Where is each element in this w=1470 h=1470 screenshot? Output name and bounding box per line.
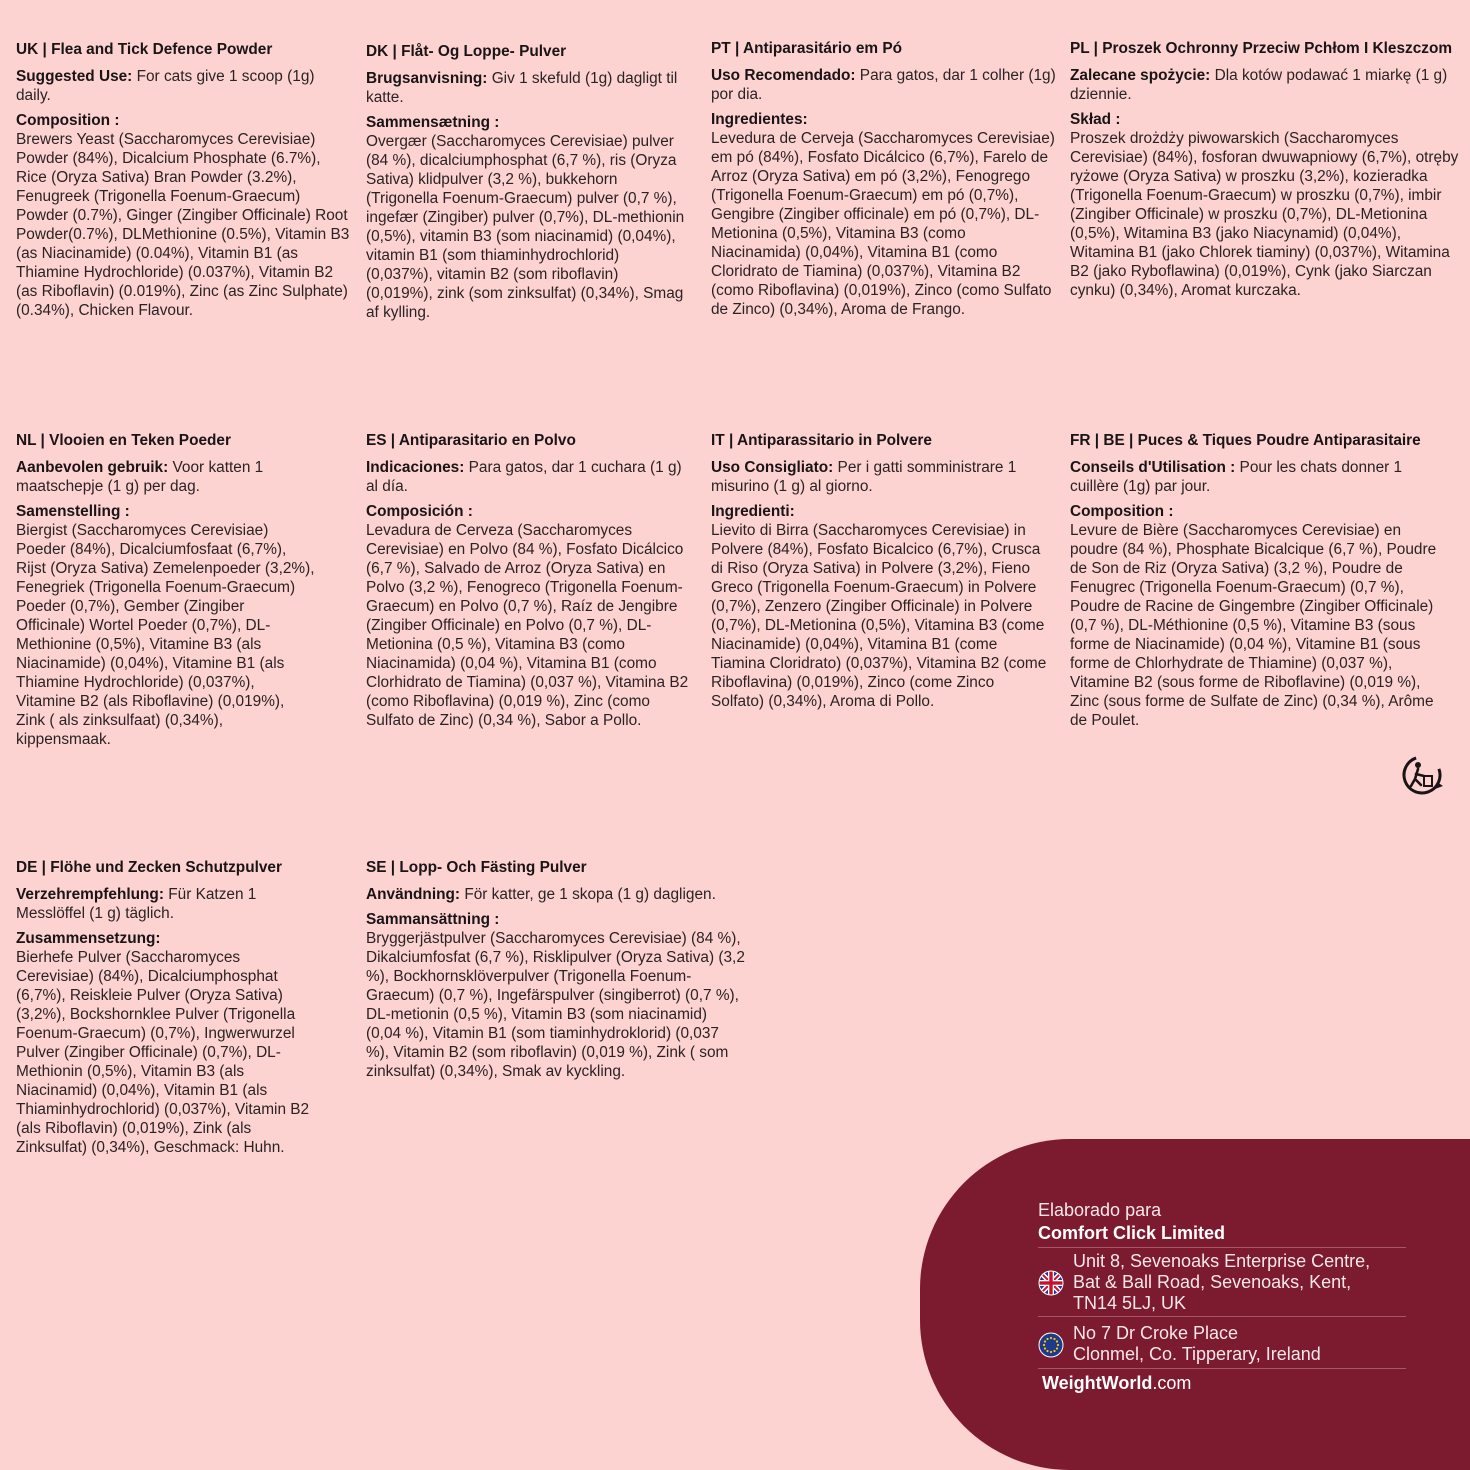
- composition-text: Bryggerjästpulver (Saccharomyces Cerevisiae) (84 %), Dikalciumfosfat (6,7 %), Risklipulver (Oryza Sativa) (3,2 %), Bockhornsklöverpulver (Trigonella Foenum-Graecum) (0,7 %), Ingefärspulver (singiberrot) (0,7 %), DL-metionin (0,5 %), Vitamin B3 (som niacinamid) (0,04 %), Vitamin B1 (som tiaminhydroklorid) (0,037 %), Vitamin B2 (som riboflavin) (0,019 %), Zink ( som zinksulfat) (0,34%), Smak av kyckling.: [366, 930, 745, 1080]
- composition-text: Brewers Yeast (Saccharomyces Cerevisiae) Powder (84%), Dicalcium Phosphate (6.7%), Rice (Oryza Sativa) Bran Powder (3.2%), Fenugreek (Trigonella Foenum-Graecum) Powder (0.7%), Ginger (Zingiber Officinale) Root Powder(0.7%), DLMethionine (0.5%), Vitamin B3 (as Niacinamide) (0.04%), Vitamin B1 (as Thiamine Hydrochloride) (0.037%), Vitamin B2 (as Riboflavin) (0.019%), Zinc (as Zinc Sulphate) (0.34%), Chicken Flavour.: [16, 131, 350, 319]
- section-nl: [16, 431, 316, 749]
- section-heading: DE | Flöhe und Zecken Schutzpulver: [16, 859, 282, 876]
- section-heading: ES | Antiparasitario en Polvo: [366, 432, 576, 449]
- section-uk: [16, 40, 352, 320]
- composition-label: Samenstelling :: [16, 503, 130, 520]
- use-label: Conseils d'Utilisation :: [1070, 459, 1236, 476]
- composition-text: Levedura de Cerveja (Saccharomyces Cerevisiae) em pó (84%), Fosfato Dicálcico (6,7%), Farelo de Arroz (Oryza Sativa) em pó (3,2%), Fenogrego (Trigonella Foenum-Graecum) em pó (0,7%), Gengibre (Zingiber officinale) em pó (0,7%), DL-Metionina (0,5%), Vitamina B3 (como Niacinamida) (0,04%), Vitamina B1 (como Cloridrato de Tiamina) (0,037%), Vitamina B2 (como Riboflavina) (0,019%), Zinco (como Sulfato de Zinco) (0,34%), Aroma de Frango.: [711, 130, 1055, 318]
- uk-flag-icon: [1038, 1270, 1064, 1296]
- website-link[interactable]: [1042, 1373, 1191, 1394]
- composition-text: Lievito di Birra (Saccharomyces Cerevisiae) in Polvere (84%), Fosfato Bicalcico (6,7%), Crusca di Riso (Oryza Sativa) in Polvere (3,2%), Fieno Greco (Trigonella Foenum-Graecum) in Polvere (0,7%), Zenzero (Zingiber Officinale) in Polvere (0,7%), DL-Metionina (0,5%), Vitamina B3 (come Niacinamide) (0,04%), Vitamina B1 (come Tiamina Cloridrato) (0,037%), Vitamina B2 (come Riboflavina) (0,019%), Zinco (come Zinco Solfato) (0,34%), Aroma di Pollo.: [711, 522, 1047, 710]
- suggested-use: [711, 66, 1056, 104]
- use-text: Per i gatti somministrare 1 misurino (1 g) al giorno.: [711, 459, 1017, 495]
- composition-label: Ingredienti:: [711, 503, 795, 520]
- use-label: Uso Consigliato:: [711, 459, 834, 476]
- suggested-use: [1070, 66, 1460, 104]
- section-pl: [1070, 39, 1460, 300]
- composition-label: Composition :: [1070, 503, 1174, 520]
- use-label: Uso Recomendado:: [711, 67, 856, 84]
- website-brand: WeightWorld: [1042, 1373, 1153, 1393]
- suggested-use: [366, 885, 746, 904]
- composition-text: Biergist (Saccharomyces Cerevisiae) Poeder (84%), Dicalciumfosfaat (6,7%), Rijst (Oryza Sativa) Zemelenpoeder (3,2%), Fenegriek (Trigonella Foenum-Graecum) Poeder (0,7%), Gember (Zingiber Officinale) Wortel Poeder (0,7%), DL-Methionine (0,5%), Vitamine B3 (als Niacinamide) (0,04%), Vitamine B1 (als Thiamine Hydrochloride) (0,037%), Vitamine B2 (als Riboflavine) (0,019%), Zink ( als zinksulfaat) (0,34%), kippensmaak.: [16, 522, 315, 748]
- eu-flag-icon: [1038, 1332, 1064, 1358]
- use-text: För katter, ge 1 skopa (1 g) dagligen.: [460, 886, 716, 903]
- section-fr-be: [1070, 431, 1450, 730]
- composition-label: Skład :: [1070, 111, 1121, 128]
- composition-label: Zusammensetzung:: [16, 930, 161, 947]
- use-text: Für Katzen 1 Messlöffel (1 g) täglich.: [16, 886, 257, 922]
- composition-label: Sammansättning :: [366, 911, 500, 928]
- suggested-use: [16, 885, 316, 923]
- composition-text: Overgær (Saccharomyces Cerevisiae) pulver (84 %), dicalciumphosphat (6,7 %), ris (Oryza Sativa) klidpulver (3,2 %), bukkehorn (Trigonella Foenum-Graecum) pulver (0,7 %), ingefær (Zingiber) pulver (0,7%), DL-methionin (0,5%), vitamin B3 (som niacinamid) (0,04%), vitamin B1 (som thiaminhydrochlorid) (0,037%), vitamin B2 (som riboflavin) (0,019%), zink (som zinksulfat) (0,34%), Smag af kylling.: [366, 133, 685, 321]
- section-se: [366, 858, 746, 1081]
- use-text: For cats give 1 scoop (1g) daily.: [16, 68, 315, 104]
- uk-address: [1073, 1251, 1370, 1314]
- section-heading: IT | Antiparassitario in Polvere: [711, 432, 932, 449]
- divider: [1038, 1316, 1406, 1317]
- section-de: [16, 858, 316, 1157]
- use-text: Giv 1 skefuld (1g) dagligt til katte.: [366, 70, 678, 106]
- uk-address-line: Unit 8, Sevenoaks Enterprise Centre,: [1073, 1251, 1371, 1271]
- section-heading: UK | Flea and Tick Defence Powder: [16, 41, 273, 58]
- section-heading: PL | Proszek Ochronny Przeciw Pchłom I Kleszczom: [1070, 40, 1453, 57]
- divider: [1038, 1368, 1406, 1369]
- composition-label: Sammensætning :: [366, 114, 500, 131]
- use-label: Suggested Use:: [16, 68, 133, 85]
- suggested-use: [366, 458, 696, 496]
- manufacturer-panel: [920, 1139, 1470, 1470]
- section-heading: NL | Vlooien en Teken Poeder: [16, 432, 231, 449]
- use-text: Voor katten 1 maatschepje (1 g) per dag.: [16, 459, 264, 495]
- section-dk: [366, 42, 686, 322]
- made-for-label: Elaborado para: [1038, 1200, 1162, 1220]
- use-label: Indicaciones:: [366, 459, 465, 476]
- use-text: Pour les chats donner 1 cuillère (1g) par jour.: [1070, 459, 1403, 495]
- section-pt: [711, 39, 1056, 319]
- section-heading: DK | Flåt- Og Loppe- Pulver: [366, 43, 567, 60]
- use-text: Para gatos, dar 1 colher (1g) por dia.: [711, 67, 1056, 103]
- suggested-use: [366, 69, 686, 107]
- section-heading: PT | Antiparasitário em Pó: [711, 40, 903, 57]
- composition-text: Proszek drożdży piwowarskich (Saccharomyces Cerevisiae) (84%), fosforan dwuwapniowy (6,7%), otręby ryżowe (Oryza Sativa) w proszku (3,2%), kozieradka (Trigonella Foenum-Graecum) w proszku (0,7%), imbir (Zingiber Officinale) w proszku (0,7%), DL-Metionina (0,5%), Witamina B3 (jako Niacynamid) (0,04%), Witamina B1 (jako Chlorek tiaminy) (0,037%), Witamina B2 (jako Ryboflawina) (0,019%), Cynk (jako Siarczan cynku) (0,34%), Aromat kurczaka.: [1070, 130, 1459, 299]
- website-suffix: .com: [1152, 1373, 1192, 1393]
- composition-label: Composition :: [16, 112, 120, 129]
- composition-label: Ingredientes:: [711, 111, 808, 128]
- company-name: Comfort Click Limited: [1038, 1223, 1226, 1243]
- composition-text: Levadura de Cerveza (Saccharomyces Cerevisiae) en Polvo (84 %), Fosfato Dicálcico (6,7 %), Salvado de Arroz (Oryza Sativa) en Polvo (3,2 %), Fenogreco (Trigonella Foenum-Graecum) en Polvo (0,7 %), Raíz de Jengibre (Zingiber Officinale) en Polvo (0,7 %), DL-Metionina (0,5 %), Vitamina B3 (como Niacinamida) (0,04 %), Vitamina B1 (como Clorhidrato de Tiamina) (0,037 %), Vitamina B2 (como Riboflavina) (0,019 %), Zinc (como Sulfato de Zinc) (0,34 %), Sabor a Pollo.: [366, 522, 689, 729]
- use-text: Dla kotów podawać 1 miarkę (1 g) dziennie.: [1070, 67, 1448, 103]
- composition-text: Bierhefe Pulver (Saccharomyces Cerevisiae) (84%), Dicalciumphosphat (6,7%), Reiskleie Pulver (Oryza Sativa) (3,2%), Bockshornklee Pulver (Trigonella Foenum-Graecum) (0,7%), Ingwerwurzel Pulver (Zingiber Officinale) (0,7%), DL-Methionin (0,5%), Vitamin B3 (als Niacinamid) (0,04%), Vitamin B1 (als Thiaminhydrochlorid) (0,037%), Vitamin B2 (als Riboflavin) (0,019%), Zink (als Zinksulfat) (0,34%), Geschmack: Huhn.: [16, 949, 310, 1156]
- suggested-use: [711, 458, 1051, 496]
- use-label: Brugsanvisning:: [366, 70, 488, 87]
- use-label: Verzehrempfehlung:: [16, 886, 164, 903]
- divider: [1038, 1247, 1406, 1248]
- section-es: [366, 431, 696, 730]
- suggested-use: [1070, 458, 1450, 496]
- suggested-use: [16, 458, 316, 496]
- composition-label: Composición :: [366, 503, 473, 520]
- tidyman-recycle-icon: [1399, 752, 1445, 798]
- suggested-use: [16, 67, 352, 105]
- use-label: Zalecane spożycie:: [1070, 67, 1211, 84]
- eu-address-line: Clonmel, Co. Tipperary, Ireland: [1073, 1344, 1321, 1364]
- composition-text: Levure de Bière (Saccharomyces Cerevisiae) en poudre (84 %), Phosphate Bicalcique (6,7 %), Poudre de Son de Riz (Oryza Sativa) (3,2 %), Poudre de Fenugrec (Trigonella Foenum-Graecum) (0,7 %), Poudre de Racine de Gingembre (Zingiber Officinale) (0,7 %), DL-Méthionine (0,5 %), Vitamine B3 (sous forme de Niacinamide) (0,04 %), Vitamine B1 (sous forme de Chlorhydrate de Thiamine) (0,037 %), Vitamine B2 (sous forme de Riboflavine) (0,019 %), Zinc (sous forme de Sulfate de Zinc) (0,34 %), Arôme de Poulet.: [1070, 522, 1437, 729]
- eu-address-line: No 7 Dr Croke Place: [1073, 1323, 1239, 1343]
- uk-address-line: TN14 5LJ, UK: [1073, 1293, 1187, 1313]
- section-heading: FR | BE | Puces & Tiques Poudre Antiparasitaire: [1070, 432, 1421, 449]
- section-it: [711, 431, 1051, 711]
- use-text: Para gatos, dar 1 cuchara (1 g) al día.: [366, 459, 682, 495]
- use-label: Aanbevolen gebruik:: [16, 459, 169, 476]
- use-label: Användning:: [366, 886, 461, 903]
- section-heading: SE | Lopp- Och Fästing Pulver: [366, 859, 587, 876]
- eu-address: [1073, 1323, 1321, 1365]
- uk-address-line: Bat & Ball Road, Sevenoaks, Kent,: [1073, 1272, 1352, 1292]
